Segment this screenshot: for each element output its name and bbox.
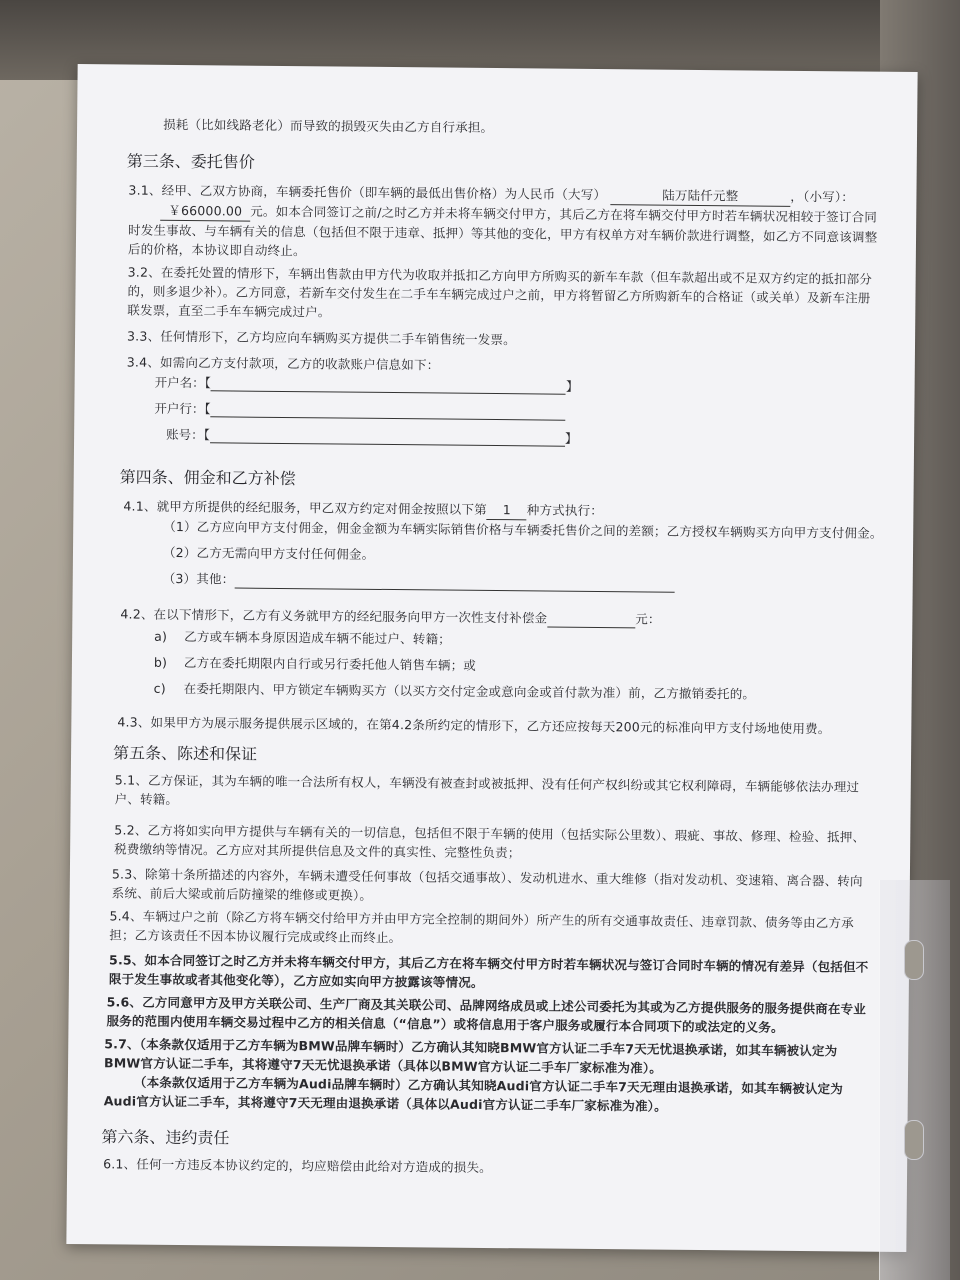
clause-number: 4.3、 — [117, 714, 151, 730]
option-3-field[interactable] — [234, 574, 674, 593]
amount-words-field: 陆万陆仟元整 — [610, 185, 790, 207]
clause-6-1 — [103, 1154, 863, 1180]
clause-text: 任何情形下，乙方均应向车辆购买方提供二手车销售统一发票。 — [160, 328, 516, 348]
clause-text: 元： — [635, 611, 661, 627]
clause-number: 5.6、 — [106, 994, 143, 1010]
clause-5-2 — [114, 820, 874, 865]
clause-number: 4.2、 — [120, 606, 154, 622]
clause-3-2 — [127, 262, 878, 326]
clause-text: 如本合同签订之时乙方并未将车辆交付甲方，其后乙方在将车辆交付甲方时若车辆状况与签订合同时车辆的情况有差异（包括但不限于发生事故或者其他变化等），乙方应如实向甲方披露该等情况。 — [108, 952, 869, 990]
article-3-title: 第三条、委托售价 — [126, 151, 255, 172]
plastic-sleeve — [879, 880, 950, 1280]
compensation-amount-field[interactable] — [547, 613, 635, 629]
intro-line: 损耗（比如线路老化）而导致的损毁灭失由乙方自行承担。 — [163, 116, 494, 135]
account-name-field[interactable] — [211, 376, 566, 394]
clause-number: 5.1、 — [114, 772, 149, 788]
condition-b-label: b) — [153, 654, 168, 670]
clause-5-5 — [109, 950, 871, 995]
clause-5-7 — [104, 1034, 871, 1117]
clause-5-4 — [109, 906, 869, 951]
clause-text: 在以下情形下，乙方有义务就甲方的经纪服务向甲方一次性支付补偿金 — [153, 606, 548, 626]
clause-text: 种方式执行： — [526, 502, 604, 519]
article-6-title: 第六条、违约责任 — [101, 1127, 230, 1148]
condition-b — [154, 653, 874, 679]
condition-c-label: c) — [153, 680, 166, 696]
clause-text: 经甲、乙双方协商，车辆委托售价（即车辆的最低出售价格）为人民币（大写） — [161, 182, 607, 203]
article-4-title: 第四条、佣金和乙方补偿 — [119, 467, 296, 489]
clause-text: 如果甲方为展示服务提供展示区域的，在第4.2条所约定的情形下，乙方还应按每天200元的标准向甲方支付场地使用费。 — [150, 714, 831, 737]
clause-text: 如需向乙方支付款项，乙方的收款账户信息如下： — [159, 354, 440, 373]
account-number-field[interactable] — [210, 428, 565, 446]
clause-text: 乙方同意甲方及甲方关联公司、生产厂商及其关联公司、品牌网络成员或上述公司委托为其或为乙方提供服务的服务提供商在专业服务的范围内使用车辆交易过程中乙方的相关信息（“信息”）或将信息用于客户服务或履行本合同项下的或法定的义务。 — [106, 994, 867, 1035]
clause-text: 除第十条所描述的内容外，车辆未遭受任何事故（包括交通事故）、发动机进水、重大维修（指对发动机、变速箱、离合器、转向系统、前后大梁或前后防撞梁的维修或更换）。 — [111, 866, 863, 903]
clause-number: 6.1、 — [103, 1156, 137, 1172]
condition-b-text: 乙方在委托期限内自行或另行委托他人销售车辆；或 — [183, 655, 477, 673]
condition-a — [154, 627, 874, 653]
commission-option-3 — [163, 569, 883, 595]
commission-option-1: （1）乙方应向甲方支付佣金，佣金金额为车辆实际销售价格与车辆委托售价之间的差额；乙方授权车辆购买方向甲方支付佣金。 — [163, 518, 883, 541]
clause-number: 3.2、 — [127, 264, 161, 280]
clause-text: 就甲方所提供的经纪服务，甲乙双方约定对佣金按照以下第 — [156, 498, 487, 517]
condition-a-text: 乙方或车辆本身原因造成车辆不能过户、转籍； — [184, 629, 451, 647]
account-name-label: 开户名：【 — [154, 374, 211, 391]
clause-5-3 — [112, 864, 872, 909]
commission-option-field: 1 — [487, 500, 527, 520]
clause-text: 乙方保证，其为车辆的唯一合法所有权人，车辆没有被查封或被抵押、没有任何产权纠纷或其它权利障碍，车辆能够依法办理过户、转籍。 — [114, 772, 860, 807]
clause-text-audi: （本条款仅适用于乙方车辆为Audi品牌车辆时）乙方确认其知晓Audi官方认证二手车7天无理由退换承诺，如其车辆被认定为Audi官方认证二手车，其将遵守7天无理由退换承诺（具体以Audi官方认证二手车厂家标准为准）。 — [103, 1074, 844, 1114]
amount-number-field: ￥66000.00 — [160, 201, 250, 222]
condition-a-label: a) — [154, 628, 168, 644]
bank-field[interactable] — [211, 402, 566, 420]
clause-number: 3.3、 — [127, 328, 161, 344]
condition-c — [154, 679, 874, 705]
clause-5-6 — [106, 992, 870, 1037]
clause-number: 5.5、 — [109, 952, 145, 968]
clause-text: 乙方将如实向甲方提供与车辆有关的一切信息，包括但不限于车辆的使用（包括实际公里数）、瑕疵、事故、修理、检验、抵押、税费缴纳等情况。乙方应对其所提供信息及文件的真实性、完整性负责； — [114, 822, 866, 861]
clause-number: 3.4、 — [126, 354, 161, 370]
clause-text-bmw: （本条款仅适用于乙方车辆为BMW品牌车辆时）乙方确认其知晓BMW官方认证二手车7天无忧退换承诺，如其车辆被认定为BMW官方认证二手车，其将遵守7天无忧退换承诺（具体以BMW官方认证二手车厂家标准为准）。 — [104, 1036, 838, 1076]
clause-number: 5.3、 — [111, 866, 146, 882]
clause-number: 3.1、 — [128, 182, 162, 198]
clause-3-3 — [127, 326, 877, 352]
condition-c-text: 在委托期限内、甲方锁定车辆购买方（以买方交付定金或意向金或首付款为准）前，乙方撤销委托的。 — [183, 681, 756, 702]
clause-number: 5.4、 — [109, 908, 143, 924]
account-number-label: 账号：【 — [166, 426, 210, 443]
contract-page — [66, 64, 917, 1252]
bracket-close: 】 — [565, 378, 579, 394]
clause-number: 5.7、 — [104, 1036, 140, 1052]
clause-text: 元。如本合同签订之前/之时乙方并未将车辆交付甲方，其后乙方在将车辆交付甲方时若车辆状况相较于签订合同时发生事故、与车辆有关的信息（包括但不限于违章、抵押）等其他的变化，甲方有权单方对车辆价款进行调整，如乙方不同意该调整后的价格，本协议即自动终止。 — [127, 203, 878, 259]
binder-hole — [904, 940, 924, 980]
clause-4-3 — [117, 712, 877, 738]
clause-text: ，（小写）： — [790, 188, 855, 205]
clause-3-1 — [128, 180, 879, 265]
account-name-row — [155, 373, 579, 395]
binder-hole — [904, 1120, 924, 1160]
clause-text: 任何一方违反本协议约定的，均应赔偿由此给对方造成的损失。 — [136, 1156, 492, 1176]
clause-number: 4.1、 — [123, 498, 157, 514]
bank-row — [154, 399, 565, 421]
account-number-row — [166, 425, 577, 447]
clause-text: 车辆过户之前（除乙方将车辆交付给甲方并由甲方完全控制的期间外）所产生的所有交通事故责任、违章罚款、债务等由乙方承担；乙方该责任不因本协议履行完成或终止而终止。 — [109, 908, 854, 946]
commission-option-2: （2）乙方无需向甲方支付任何佣金。 — [162, 544, 375, 562]
article-5-title: 第五条、陈述和保证 — [112, 743, 258, 764]
bank-label: 开户行：【 — [154, 400, 211, 417]
clause-number: 5.2、 — [114, 822, 148, 838]
clause-text: 在委托处置的情形下，车辆出售款由甲方代为收取并抵扣乙方向甲方所购买的新车车款（但车款超出或不足双方约定的抵扣部分的，则多退少补）。乙方同意，若新车交付发生在二手车车辆完成过户之前，甲方将暂留乙方所购新车的合格证（或关单）及新车注册联发票，直至二手车车辆完成过户。 — [127, 264, 873, 320]
bracket-close: 】 — [564, 430, 578, 446]
option-3-label: （3）其他： — [162, 570, 235, 587]
clause-5-1 — [115, 770, 875, 815]
